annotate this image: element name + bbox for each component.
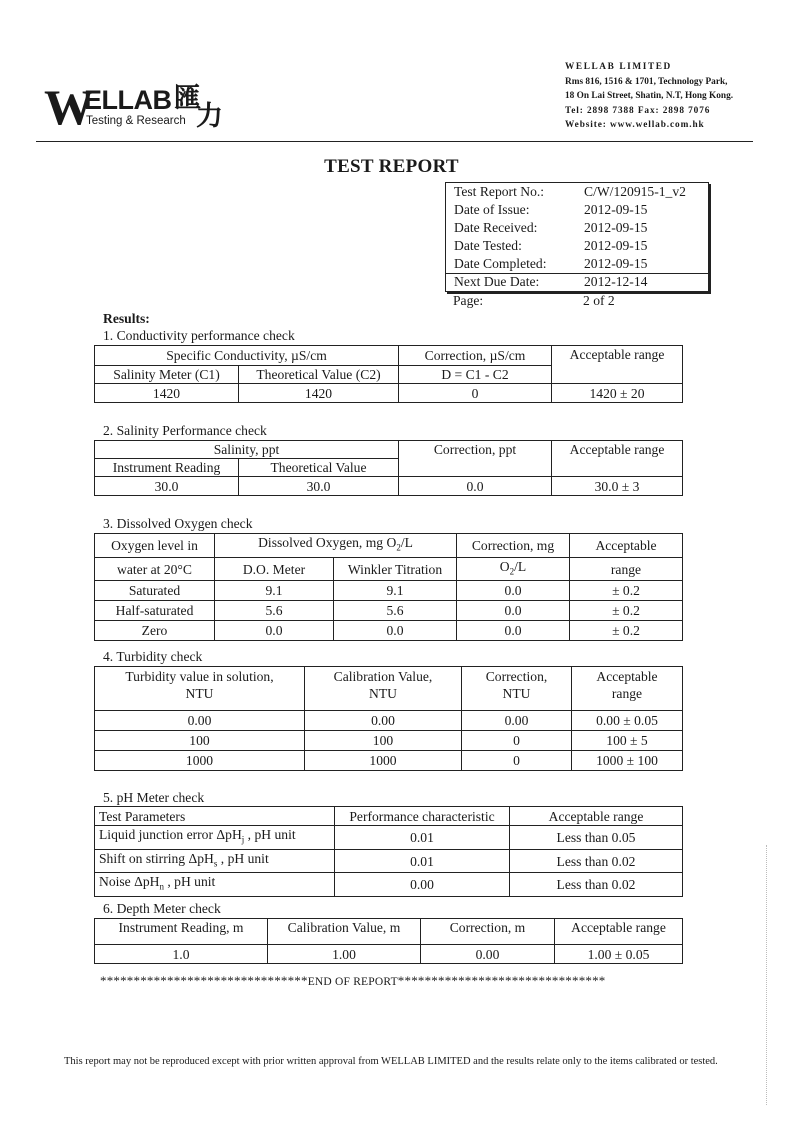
ph-param-cell: Shift on stirring ΔpH$_s$ , pH unit: [95, 849, 335, 873]
oxygen-level-cell: Saturated: [95, 581, 215, 601]
oxygen-header-group: Dissolved Oxygen, mg $O_2/L$: [215, 534, 457, 558]
logo-cjk-2: 力: [196, 101, 223, 132]
salinity-header-theoretical: Theoretical Value: [239, 459, 399, 477]
oxygen-correction-cell: 0.0: [457, 621, 570, 641]
oxygen-meter-cell: 9.1: [215, 581, 334, 601]
oxygen-header-correction-2: $O_2/L$: [457, 557, 570, 581]
header-divider: [36, 141, 753, 142]
turbidity-range-cell: 1000 ± 100: [572, 751, 683, 771]
oxygen-header-level-2: water at 20°C: [95, 557, 215, 581]
conductivity-section-title: 1. Conductivity performance check: [103, 328, 295, 343]
oxygen-correction-cell: 0.0: [457, 601, 570, 621]
oxygen-meter-cell: 5.6: [215, 601, 334, 621]
ph-header-params: Test Parameters: [95, 807, 335, 826]
salinity-table: [94, 440, 683, 496]
turbidity-section-title: 4. Turbidity check: [103, 649, 203, 664]
turbidity-range-cell: 0.00 ± 0.05: [572, 711, 683, 731]
page-indicator: Page: 2 of 2: [453, 293, 615, 308]
info-row-date-received: Date Received: 2012-09-15: [454, 220, 648, 235]
company-address-1: Rms 816, 1516 & 1701, Technology Park,: [565, 76, 728, 87]
oxygen-header-acceptable-2: range: [570, 557, 683, 581]
oxygen-header-acceptable-1: Acceptable: [570, 534, 683, 558]
conductivity-d-value: 0: [399, 384, 552, 403]
conductivity-header-c1: Salinity Meter (C1): [95, 366, 239, 384]
salinity-correction-value: 0.0: [399, 477, 552, 496]
wellab-logo: [44, 79, 234, 135]
ph-perf-cell: 0.00: [335, 873, 510, 897]
salinity-theoretical-value: 30.0: [239, 477, 399, 496]
table-row: [95, 384, 683, 403]
oxygen-level-cell: Zero: [95, 621, 215, 641]
salinity-header-correction: Correction, ppt: [399, 441, 552, 477]
conductivity-header-correction: Correction, µS/cm: [399, 346, 552, 366]
depth-cal-value: 1.00: [268, 945, 421, 964]
oxygen-level-cell: Half-saturated: [95, 601, 215, 621]
salinity-range-value: 30.0 ± 3: [552, 477, 683, 496]
table-row: [95, 711, 683, 731]
depth-header-cal: Calibration Value, m: [268, 919, 421, 945]
conductivity-c1-value: 1420: [95, 384, 239, 403]
ph-header-perf: Performance characteristic: [335, 807, 510, 826]
table-row: [95, 621, 683, 641]
oxygen-correction-cell: 0.0: [457, 581, 570, 601]
info-row-date-of-issue: Date of Issue: 2012-09-15: [454, 202, 648, 217]
report-title: TEST REPORT: [324, 156, 459, 177]
footer-disclaimer: This report may not be reproduced except with prior written approval from WELLAB LIMITED and the results relate only to the items calibrated or tested.: [64, 1056, 718, 1067]
table-row: [95, 849, 683, 873]
salinity-header-group: Salinity, ppt: [95, 441, 399, 459]
salinity-header-acceptable: Acceptable range: [552, 441, 683, 477]
end-of-report: *******************************END OF REPORT*******************************: [100, 973, 606, 988]
logo-cjk-1: 匯: [174, 83, 201, 114]
company-name: WELLAB LIMITED: [565, 62, 672, 72]
oxygen-header-correction-1: Correction, mg: [457, 534, 570, 558]
oxygen-section-title: 3. Dissolved Oxygen check: [103, 516, 253, 531]
table-row: [95, 826, 683, 850]
ph-perf-cell: 0.01: [335, 849, 510, 873]
conductivity-range-value: 1420 ± 20: [552, 384, 683, 403]
depth-header-range: Acceptable range: [555, 919, 683, 945]
turbidity-value-cell: 100: [95, 731, 305, 751]
turbidity-header-value: Turbidity value in solution, NTU: [95, 667, 305, 711]
oxygen-range-cell: ± 0.2: [570, 621, 683, 641]
table-row: [95, 731, 683, 751]
turbidity-header-acceptable: Acceptable range: [572, 667, 683, 711]
ph-param-cell: Noise ΔpH$_n$ , pH unit: [95, 873, 335, 897]
ph-range-cell: Less than 0.05: [510, 826, 683, 850]
oxygen-table: [94, 533, 683, 641]
turbidity-header-cal: Calibration Value, NTU: [305, 667, 462, 711]
oxygen-range-cell: ± 0.2: [570, 601, 683, 621]
info-row-next-due-date: Next Due Date: 2012-12-14: [454, 274, 648, 289]
conductivity-header-acceptable: Acceptable range: [552, 346, 683, 384]
ph-range-cell: Less than 0.02: [510, 873, 683, 897]
info-row-report-no: Test Report No.: C/W/120915-1_v2: [454, 184, 686, 199]
ph-range-cell: Less than 0.02: [510, 849, 683, 873]
info-row-date-completed: Date Completed: 2012-09-15: [454, 256, 648, 271]
logo-brand: ELLAB: [84, 85, 172, 115]
conductivity-header-group: Specific Conductivity, µS/cm: [95, 346, 399, 366]
info-row-date-tested: Date Tested: 2012-09-15: [454, 238, 648, 253]
oxygen-winkler-cell: 0.0: [334, 621, 457, 641]
depth-corr-value: 0.00: [421, 945, 555, 964]
oxygen-meter-cell: 0.0: [215, 621, 334, 641]
turbidity-corr-cell: 0: [462, 751, 572, 771]
turbidity-header-corr: Correction, NTU: [462, 667, 572, 711]
logo-tagline: Testing & Research: [86, 115, 186, 127]
oxygen-winkler-cell: 5.6: [334, 601, 457, 621]
oxygen-header-level-1: Oxygen level in: [95, 534, 215, 558]
report-info-box: [445, 182, 709, 292]
conductivity-table: [94, 345, 683, 403]
company-website: Website: www.wellab.com.hk: [565, 120, 705, 130]
oxygen-range-cell: ± 0.2: [570, 581, 683, 601]
turbidity-cal-cell: 100: [305, 731, 462, 751]
conductivity-header-c2: Theoretical Value (C2): [239, 366, 399, 384]
turbidity-range-cell: 100 ± 5: [572, 731, 683, 751]
ph-header-range: Acceptable range: [510, 807, 683, 826]
table-row: [95, 751, 683, 771]
turbidity-cal-cell: 1000: [305, 751, 462, 771]
turbidity-value-cell: 1000: [95, 751, 305, 771]
turbidity-value-cell: 0.00: [95, 711, 305, 731]
salinity-section-title: 2. Salinity Performance check: [103, 423, 267, 438]
turbidity-cal-cell: 0.00: [305, 711, 462, 731]
logo-w: W: [44, 79, 92, 135]
oxygen-header-do-meter: D.O. Meter: [215, 557, 334, 581]
depth-range-value: 1.00 ± 0.05: [555, 945, 683, 964]
depth-section-title: 6. Depth Meter check: [103, 901, 221, 916]
depth-instrument-value: 1.0: [95, 945, 268, 964]
company-details: [565, 60, 733, 133]
table-row: [95, 873, 683, 897]
ph-section-title: 5. pH Meter check: [103, 790, 205, 805]
depth-header-corr: Correction, m: [421, 919, 555, 945]
ph-table: [94, 806, 683, 897]
table-row: [95, 945, 683, 964]
table-row: [95, 477, 683, 496]
company-address-2: 18 On Lai Street, Shatin, N.T, Hong Kong.: [565, 91, 734, 101]
conductivity-c2-value: 1420: [239, 384, 399, 403]
turbidity-corr-cell: 0.00: [462, 711, 572, 731]
salinity-instrument-value: 30.0: [95, 477, 239, 496]
results-heading: Results:: [103, 311, 150, 326]
turbidity-corr-cell: 0: [462, 731, 572, 751]
oxygen-winkler-cell: 9.1: [334, 581, 457, 601]
ph-param-cell: Liquid junction error ΔpH$_j$ , pH unit: [95, 826, 335, 850]
oxygen-header-winkler: Winkler Titration: [334, 557, 457, 581]
table-row: [95, 581, 683, 601]
table-row: [95, 601, 683, 621]
ph-perf-cell: 0.01: [335, 826, 510, 850]
depth-header-instrument: Instrument Reading, m: [95, 919, 268, 945]
conductivity-header-formula: D = C1 - C2: [399, 366, 552, 384]
salinity-header-instrument: Instrument Reading: [95, 459, 239, 477]
depth-table: [94, 918, 683, 964]
turbidity-table: [94, 666, 683, 771]
company-phone: Tel: 2898 7388 Fax: 2898 7076: [565, 105, 711, 116]
margin-rule: [766, 845, 767, 1105]
